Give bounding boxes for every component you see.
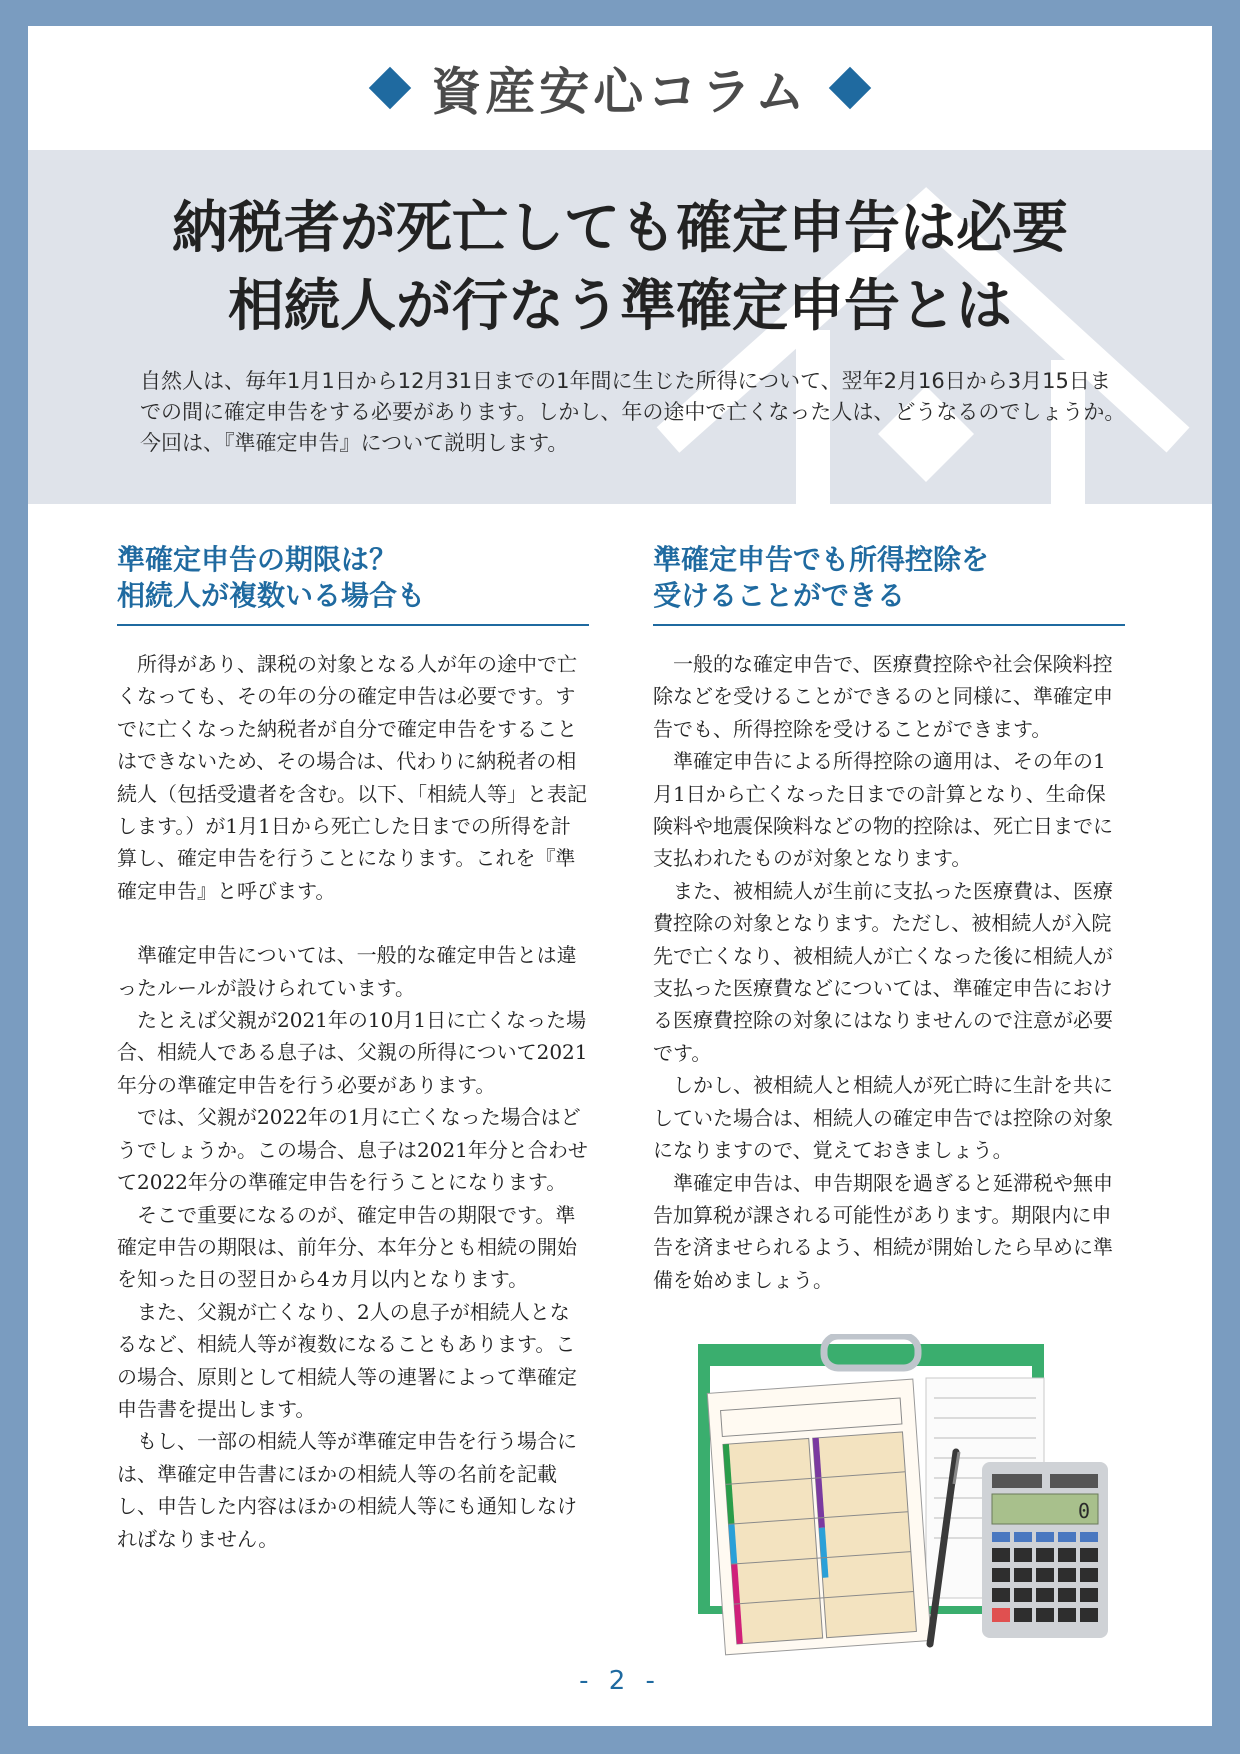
- tax-form-icon: [707, 1379, 931, 1655]
- left-paragraph: では、父親が2022年の1月に亡くなった場合はどうでしょうか。この場合、息子は2021年分と合わせて2022年分の準確定申告を行うことになります。: [117, 1105, 588, 1195]
- left-body: [117, 648, 589, 1555]
- right-heading-line-2: 受けることができる: [653, 579, 906, 612]
- right-heading-line-1: 準確定申告でも所得控除を: [653, 543, 990, 576]
- left-heading-line-1: 準確定申告の期限は？: [117, 543, 398, 576]
- hero-section: [28, 150, 1212, 504]
- left-paragraph: たとえば父親が2021年の10月1日に亡くなった場合、相続人である息子は、父親の所得について2021年分の準確定申告を行う必要があります。: [117, 1008, 588, 1097]
- calculator-display: 0: [1077, 1499, 1090, 1523]
- headline-line-2: 相続人が行なう準確定申告とは: [228, 274, 1012, 339]
- right-heading: [653, 542, 1125, 626]
- page-number: - 2 -: [579, 1666, 661, 1696]
- left-paragraph: もし、一部の相続人等が準確定申告を行う場合には、準確定申告書にほかの相続人等の名前を記載し、申告した内容はほかの相続人等にも通知しなければなりません。: [117, 1429, 577, 1551]
- diamond-left-icon: [369, 67, 411, 109]
- right-body: [653, 648, 1125, 1296]
- left-paragraph: そこで重要になるのが、確定申告の期限です。準確定申告の期限は、前年分、本年分とも相続の開始を知った日の翌日から4カ月以内となります。: [117, 1202, 577, 1292]
- tax-form-calculator-illustration: [698, 1334, 1118, 1664]
- right-paragraph: 準確定申告による所得控除の適用は、その年の1月1日から亡くなった日までの計算となり、生命保険料や地震保険料などの物的控除は、死亡日までに支払われたものが対象となります。: [653, 749, 1113, 871]
- right-column: [653, 542, 1125, 1296]
- right-paragraph: また、被相続人が生前に支払った医療費は、医療費控除の対象となります。ただし、被相続人が入院先で亡くなり、被相続人が亡くなった後に相続人が支払った医療費などについては、準確定申告における医療費控除の対象にはなりませんので注意が必要です。: [653, 878, 1113, 1065]
- right-paragraph: しかし、被相続人と相続人が死亡時に生計を共にしていた場合は、相続人の確定申告では控除の対象になりますので、覚えておきましょう。: [653, 1073, 1113, 1163]
- column-header: [28, 26, 1212, 150]
- column-title: 資産安心コラム: [431, 63, 809, 121]
- left-paragraph: また、父親が亡くなり、2人の息子が相続人となるなど、相続人等が複数になることもあります。この場合、原則として相続人等の連署によって準確定申告書を提出します。: [117, 1299, 577, 1421]
- left-heading-line-2: 相続人が複数いる場合も: [117, 579, 426, 612]
- left-paragraph: 所得があり、課税の対象となる人が年の途中で亡くなっても、その年の分の確定申告は必要です。すでに亡くなった納税者が自分で確定申告をすることはできないため、その場合は、代わりに納税者の相続人（包括受遺者を含む。以下、「相続人等」と表記します。）が1月1日から死亡した日までの所得を計算し、確定申告を行うことになります。これを『準確定申告』と呼びます。: [117, 652, 587, 903]
- left-paragraph: 準確定申告については、一般的な確定申告とは違ったルールが設けられています。: [117, 943, 577, 1000]
- right-paragraph: 一般的な確定申告で、医療費控除や社会保険料控除などを受けることができるのと同様に、準確定申告でも、所得控除を受けることができます。: [653, 652, 1113, 741]
- page-headline: [28, 190, 1212, 346]
- diamond-right-icon: [829, 67, 871, 109]
- lead-paragraph: 自然人は、毎年1月1日から12月31日までの1年間に生じた所得について、翌年2月16日から3月15日までの間に確定申告をする必要があります。しかし、年の途中で亡くなった人は、どうなるのでしょうか。今回は、『準確定申告』について説明します。: [140, 369, 1126, 455]
- headline-line-1: 納税者が死亡しても確定申告は必要: [172, 196, 1068, 261]
- left-heading: [117, 542, 589, 626]
- left-column: [117, 542, 589, 1555]
- calculator-icon: [982, 1462, 1108, 1638]
- page: [28, 26, 1212, 1726]
- right-paragraph: 準確定申告は、申告期限を過ぎると延滞税や無申告加算税が課される可能性があります。期限内に申告を済ませられるよう、相続が開始したら早めに準備を始めましょう。: [653, 1170, 1113, 1292]
